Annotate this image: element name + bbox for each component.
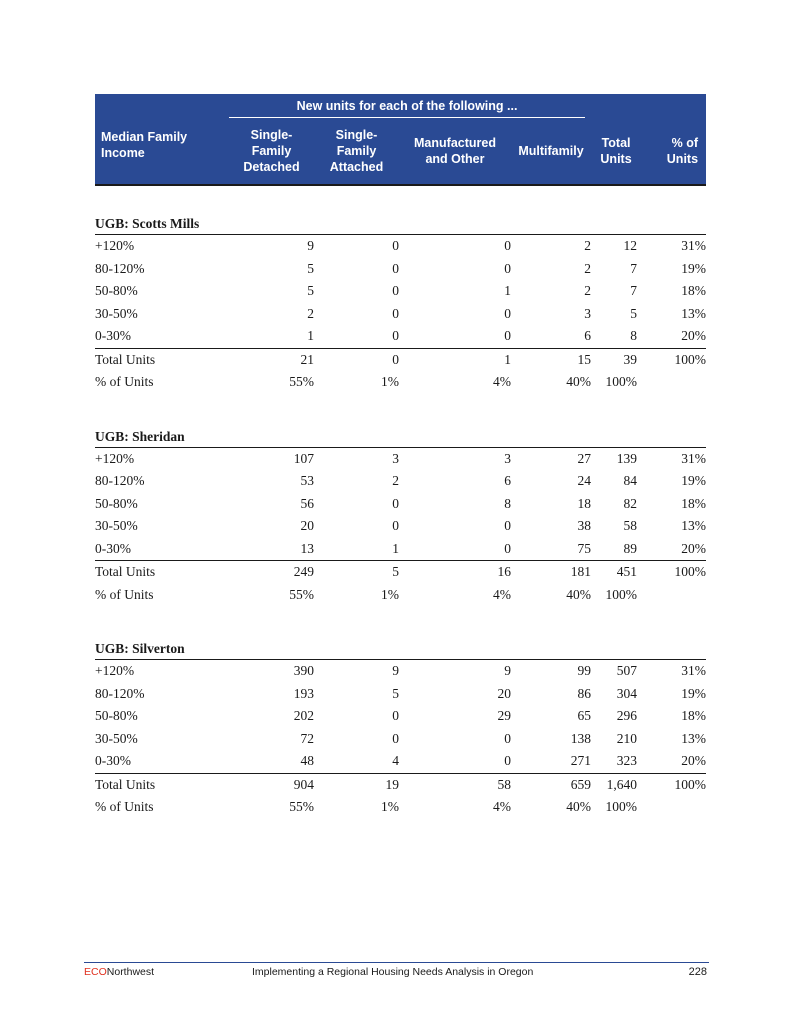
share-empty xyxy=(641,584,706,607)
income-label: 30-50% xyxy=(95,518,138,534)
total-mfo: 1 xyxy=(399,348,511,371)
housing-units-table xyxy=(95,94,706,819)
share-sfd: 55% xyxy=(289,799,314,815)
section-title-row xyxy=(95,631,706,660)
cell-mf: 99 xyxy=(577,663,592,679)
cell-mfo: 0 xyxy=(504,753,511,769)
cell-mfo: 0 xyxy=(504,540,511,556)
cell-sfa: 0 xyxy=(392,238,399,254)
share-total: 100% xyxy=(605,586,638,602)
cell-sfd: 390 xyxy=(293,663,314,679)
total-mf: 181 xyxy=(511,561,591,584)
income-label: 80-120% xyxy=(95,473,145,489)
cell-sfd: 56 xyxy=(300,495,314,511)
total-pct: 100% xyxy=(641,348,706,371)
header-blank-left xyxy=(95,94,229,118)
col-header-sfd xyxy=(229,118,314,185)
header-blank-right-1 xyxy=(591,94,641,118)
col-header-sfd-line1: Single- xyxy=(250,128,293,142)
col-header-total xyxy=(591,118,641,185)
cell-pct: 20% xyxy=(681,753,707,769)
cell-mfo: 0 xyxy=(504,518,511,534)
total-mfo: 16 xyxy=(399,561,511,584)
col-header-pct-line2: Units xyxy=(666,152,699,166)
cell-mf: 6 xyxy=(584,328,592,344)
cell-sfa: 5 xyxy=(392,685,399,701)
cell-total: 82 xyxy=(623,495,638,511)
table-row xyxy=(95,515,706,538)
footer-brand-prefix: ECO xyxy=(84,966,107,978)
cell-mf: 138 xyxy=(570,730,592,746)
cell-sfd: 53 xyxy=(300,473,314,489)
col-header-multifamily-line1: Multifamily xyxy=(518,144,584,158)
total-total: 1,640 xyxy=(591,773,641,796)
cell-pct: 31% xyxy=(681,450,707,466)
cell-pct: 20% xyxy=(681,540,707,556)
total-row xyxy=(95,561,706,584)
share-row xyxy=(95,584,706,607)
cell-mfo: 1 xyxy=(504,283,511,299)
share-label: % of Units xyxy=(95,799,154,815)
cell-pct: 31% xyxy=(681,663,707,679)
cell-total: 8 xyxy=(630,328,638,344)
cell-sfa: 0 xyxy=(392,305,399,321)
cell-sfd: 107 xyxy=(293,450,314,466)
housing-units-table-container xyxy=(95,94,706,819)
table-row xyxy=(95,538,706,561)
total-label: Total Units xyxy=(95,561,229,584)
cell-sfa: 4 xyxy=(392,753,399,769)
income-label: +120% xyxy=(95,450,135,466)
header-group-cell xyxy=(229,94,591,118)
income-label: 80-120% xyxy=(95,685,145,701)
cell-total: 296 xyxy=(616,708,638,724)
table-row xyxy=(95,750,706,773)
cell-pct: 19% xyxy=(681,473,707,489)
share-sfd: 55% xyxy=(289,374,314,390)
cell-total: 58 xyxy=(623,518,638,534)
cell-total: 139 xyxy=(616,450,638,466)
col-header-sfa-line1: Single- xyxy=(335,128,378,142)
total-pct: 100% xyxy=(641,773,706,796)
cell-sfa: 0 xyxy=(392,328,399,344)
cell-pct: 19% xyxy=(681,260,707,276)
share-row xyxy=(95,371,706,394)
cell-mf: 65 xyxy=(577,708,592,724)
share-total: 100% xyxy=(605,799,638,815)
section-spacer xyxy=(95,185,706,206)
section-title: UGB: Sheridan xyxy=(95,419,706,448)
col-header-manufactured-line1: Manufactured xyxy=(414,136,496,150)
total-sfd: 904 xyxy=(229,773,314,796)
cell-sfa: 0 xyxy=(392,283,399,299)
col-header-sfa xyxy=(314,118,399,185)
col-header-sfa-line3: Attached xyxy=(329,160,384,174)
income-label: 30-50% xyxy=(95,730,138,746)
cell-sfd: 193 xyxy=(293,685,314,701)
footer-title: Implementing a Regional Housing Needs Analysis in Oregon xyxy=(252,966,534,978)
total-sfa: 19 xyxy=(314,773,399,796)
cell-mfo: 0 xyxy=(504,305,511,321)
cell-pct: 20% xyxy=(681,328,707,344)
cell-total: 210 xyxy=(616,730,638,746)
total-row xyxy=(95,348,706,371)
cell-total: 5 xyxy=(630,305,638,321)
page-footer xyxy=(84,962,709,981)
cell-sfd: 5 xyxy=(307,260,314,276)
col-header-income-line1: Median Family xyxy=(101,130,188,144)
section-title-row xyxy=(95,419,706,448)
income-label: +120% xyxy=(95,238,135,254)
table-row xyxy=(95,325,706,348)
col-header-total-line1: Total xyxy=(601,136,631,150)
cell-mfo: 8 xyxy=(504,495,511,511)
total-sfa: 5 xyxy=(314,561,399,584)
table-row xyxy=(95,258,706,281)
cell-pct: 18% xyxy=(681,708,707,724)
total-mf: 659 xyxy=(511,773,591,796)
share-sfa: 1% xyxy=(381,374,399,390)
cell-sfd: 13 xyxy=(300,540,314,556)
share-sfa: 1% xyxy=(381,799,399,815)
total-label: Total Units xyxy=(95,773,229,796)
table-row xyxy=(95,235,706,258)
section-title-row xyxy=(95,206,706,235)
spacer-cell xyxy=(95,394,706,419)
total-mfo: 58 xyxy=(399,773,511,796)
cell-pct: 13% xyxy=(681,305,707,321)
income-label: 50-80% xyxy=(95,495,138,511)
cell-sfd: 9 xyxy=(307,238,314,254)
col-header-multifamily xyxy=(511,118,591,185)
table-row xyxy=(95,447,706,470)
total-row xyxy=(95,773,706,796)
share-mf: 40% xyxy=(566,374,592,390)
cell-mf: 2 xyxy=(584,238,592,254)
section-title: UGB: Silverton xyxy=(95,631,706,660)
cell-total: 89 xyxy=(623,540,638,556)
cell-mf: 27 xyxy=(577,450,592,466)
share-empty xyxy=(641,796,706,819)
col-header-total-line2: Units xyxy=(600,152,632,166)
table-row xyxy=(95,470,706,493)
income-label: 50-80% xyxy=(95,283,138,299)
cell-sfa: 0 xyxy=(392,708,399,724)
section-spacer xyxy=(95,394,706,419)
share-mfo: 4% xyxy=(493,374,511,390)
table-row xyxy=(95,493,706,516)
footer-brand-suffix: Northwest xyxy=(106,966,155,978)
table-row xyxy=(95,303,706,326)
header-group-label: New units for each of the following ... xyxy=(229,98,585,118)
share-empty xyxy=(641,371,706,394)
share-label: % of Units xyxy=(95,586,154,602)
share-label: % of Units xyxy=(95,374,154,390)
cell-sfd: 72 xyxy=(300,730,314,746)
cell-mfo: 0 xyxy=(504,328,511,344)
total-label: Total Units xyxy=(95,348,229,371)
income-label: 0-30% xyxy=(95,328,131,344)
cell-sfd: 202 xyxy=(293,708,314,724)
cell-mfo: 3 xyxy=(504,450,511,466)
cell-mf: 271 xyxy=(570,753,592,769)
cell-sfd: 20 xyxy=(300,518,314,534)
cell-mfo: 0 xyxy=(504,238,511,254)
cell-mf: 3 xyxy=(584,305,592,321)
total-sfa: 0 xyxy=(314,348,399,371)
income-label: 50-80% xyxy=(95,708,138,724)
page-number: 228 xyxy=(688,966,707,978)
cell-sfa: 9 xyxy=(392,663,399,679)
share-row xyxy=(95,796,706,819)
cell-sfa: 3 xyxy=(392,450,399,466)
cell-total: 7 xyxy=(630,283,638,299)
cell-sfa: 0 xyxy=(392,730,399,746)
cell-sfa: 1 xyxy=(392,540,399,556)
cell-mfo: 9 xyxy=(504,663,511,679)
cell-mfo: 0 xyxy=(504,730,511,746)
share-total: 100% xyxy=(605,374,638,390)
table-row xyxy=(95,280,706,303)
cell-total: 323 xyxy=(616,753,638,769)
cell-sfa: 2 xyxy=(392,473,399,489)
share-sfd: 55% xyxy=(289,586,314,602)
total-sfd: 249 xyxy=(229,561,314,584)
share-sfa: 1% xyxy=(381,586,399,602)
col-header-sfd-line3: Detached xyxy=(243,160,300,174)
share-mf: 40% xyxy=(566,799,592,815)
cell-sfd: 5 xyxy=(307,283,314,299)
cell-total: 12 xyxy=(623,238,638,254)
table-row xyxy=(95,728,706,751)
cell-total: 7 xyxy=(630,260,638,276)
col-header-sfa-line2: Family xyxy=(336,144,377,158)
cell-total: 507 xyxy=(616,663,638,679)
col-header-pct xyxy=(641,118,706,185)
cell-mf: 2 xyxy=(584,283,592,299)
cell-pct: 13% xyxy=(681,518,707,534)
col-header-income-line2: Income xyxy=(101,146,145,160)
cell-sfd: 1 xyxy=(307,328,314,344)
cell-pct: 18% xyxy=(681,283,707,299)
cell-mfo: 29 xyxy=(497,708,511,724)
col-header-pct-line1: % of xyxy=(671,136,699,150)
cell-mfo: 20 xyxy=(497,685,511,701)
header-columns-row xyxy=(95,118,706,185)
income-label: 0-30% xyxy=(95,753,131,769)
cell-sfa: 0 xyxy=(392,495,399,511)
total-mf: 15 xyxy=(511,348,591,371)
total-total: 39 xyxy=(591,348,641,371)
table-row xyxy=(95,683,706,706)
cell-pct: 13% xyxy=(681,730,707,746)
header-group-row xyxy=(95,94,706,118)
cell-mf: 38 xyxy=(577,518,592,534)
spacer-cell xyxy=(95,606,706,631)
table-row xyxy=(95,660,706,683)
spacer-cell xyxy=(95,185,706,206)
total-pct: 100% xyxy=(641,561,706,584)
header-blank-right-2 xyxy=(641,94,706,118)
section-title: UGB: Scotts Mills xyxy=(95,206,706,235)
col-header-sfd-line2: Family xyxy=(251,144,292,158)
cell-pct: 19% xyxy=(681,685,707,701)
cell-mf: 75 xyxy=(577,540,592,556)
income-label: +120% xyxy=(95,663,135,679)
cell-total: 84 xyxy=(623,473,638,489)
cell-mf: 18 xyxy=(577,495,592,511)
cell-pct: 18% xyxy=(681,495,707,511)
col-header-income xyxy=(95,118,229,185)
income-label: 0-30% xyxy=(95,540,131,556)
share-mfo: 4% xyxy=(493,586,511,602)
cell-sfa: 0 xyxy=(392,518,399,534)
cell-pct: 31% xyxy=(681,238,707,254)
cell-sfd: 48 xyxy=(300,753,314,769)
total-total: 451 xyxy=(591,561,641,584)
cell-mfo: 6 xyxy=(504,473,511,489)
col-header-manufactured xyxy=(399,118,511,185)
cell-mf: 24 xyxy=(577,473,592,489)
income-label: 80-120% xyxy=(95,260,145,276)
cell-mfo: 0 xyxy=(504,260,511,276)
cell-mf: 86 xyxy=(577,685,592,701)
cell-total: 304 xyxy=(616,685,638,701)
footer-brand xyxy=(84,966,154,978)
income-label: 30-50% xyxy=(95,305,138,321)
share-mf: 40% xyxy=(566,586,592,602)
col-header-manufactured-line2: and Other xyxy=(425,152,485,166)
cell-sfa: 0 xyxy=(392,260,399,276)
section-spacer xyxy=(95,606,706,631)
table-body xyxy=(95,185,706,819)
table-row xyxy=(95,705,706,728)
cell-sfd: 2 xyxy=(307,305,314,321)
cell-mf: 2 xyxy=(584,260,592,276)
share-mfo: 4% xyxy=(493,799,511,815)
total-sfd: 21 xyxy=(229,348,314,371)
